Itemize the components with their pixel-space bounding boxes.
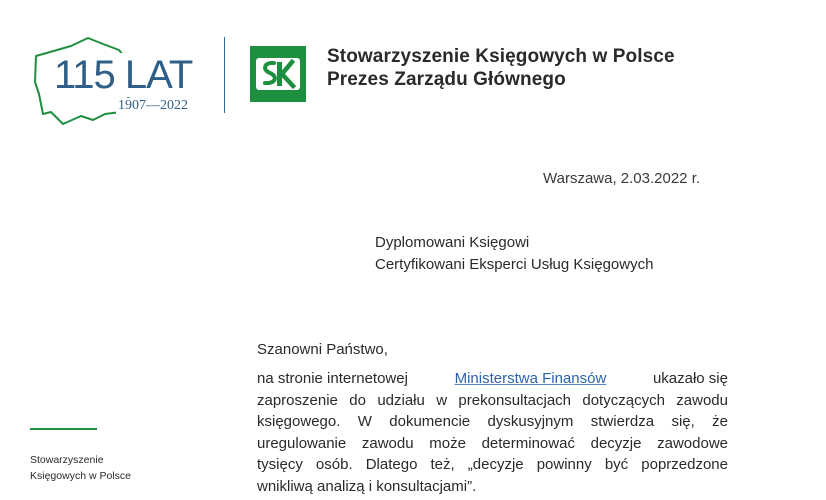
recipient-line: Dyplomowani Księgowi: [375, 234, 530, 251]
letter-body: [257, 368, 728, 497]
sender-role: Prezes Zarządu Głównego: [327, 69, 566, 90]
letter-date: Warszawa, 2.03.2022 r.: [543, 170, 701, 187]
body-line: [257, 411, 728, 433]
body-text: uregulowanie zawodu może determinować decyzje zawodowe: [257, 434, 728, 452]
body-text: księgowego. W dokumencie dyskusyjnym stwierdza się, że: [257, 413, 728, 430]
header-divider: [224, 37, 225, 113]
ministry-link[interactable]: Ministerstwa Finansów: [454, 370, 607, 387]
letterhead: [327, 45, 675, 91]
greeting: Szanowni Państwo,: [257, 341, 388, 358]
body-line: [257, 454, 728, 476]
sk-emblem-icon: [250, 46, 306, 102]
anniversary-years: 1907—2022: [118, 98, 188, 113]
body-line: [257, 390, 728, 412]
body-text: zaproszenie do udziału w prekonsultacjach dotyczących zawodu: [257, 391, 728, 409]
footer-line: Księgowych w Polsce: [30, 470, 131, 482]
body-line: [257, 368, 728, 390]
footer-line: Stowarzyszenie: [30, 454, 104, 466]
recipients: [375, 232, 653, 276]
body-text: tysięcy osób. Dlatego też, „decyzje powinny być poprzedzone: [257, 456, 728, 473]
recipient-line: Certyfikowani Eksperci Usług Księgowych: [375, 256, 654, 273]
body-text: wnikliwą analizą i konsultacjami”.: [257, 477, 477, 495]
body-line: [257, 476, 728, 498]
body-line: [257, 433, 728, 455]
organization-name: Stowarzyszenie Księgowych w Polsce: [327, 46, 675, 67]
anniversary-title: 115 LAT: [54, 53, 193, 97]
footer-rule: [30, 428, 97, 430]
organization-logo: [250, 46, 306, 102]
body-text: na stronie internetowej: [257, 370, 408, 387]
body-text: ukazało się: [652, 370, 728, 387]
footer-organization: [30, 452, 131, 484]
